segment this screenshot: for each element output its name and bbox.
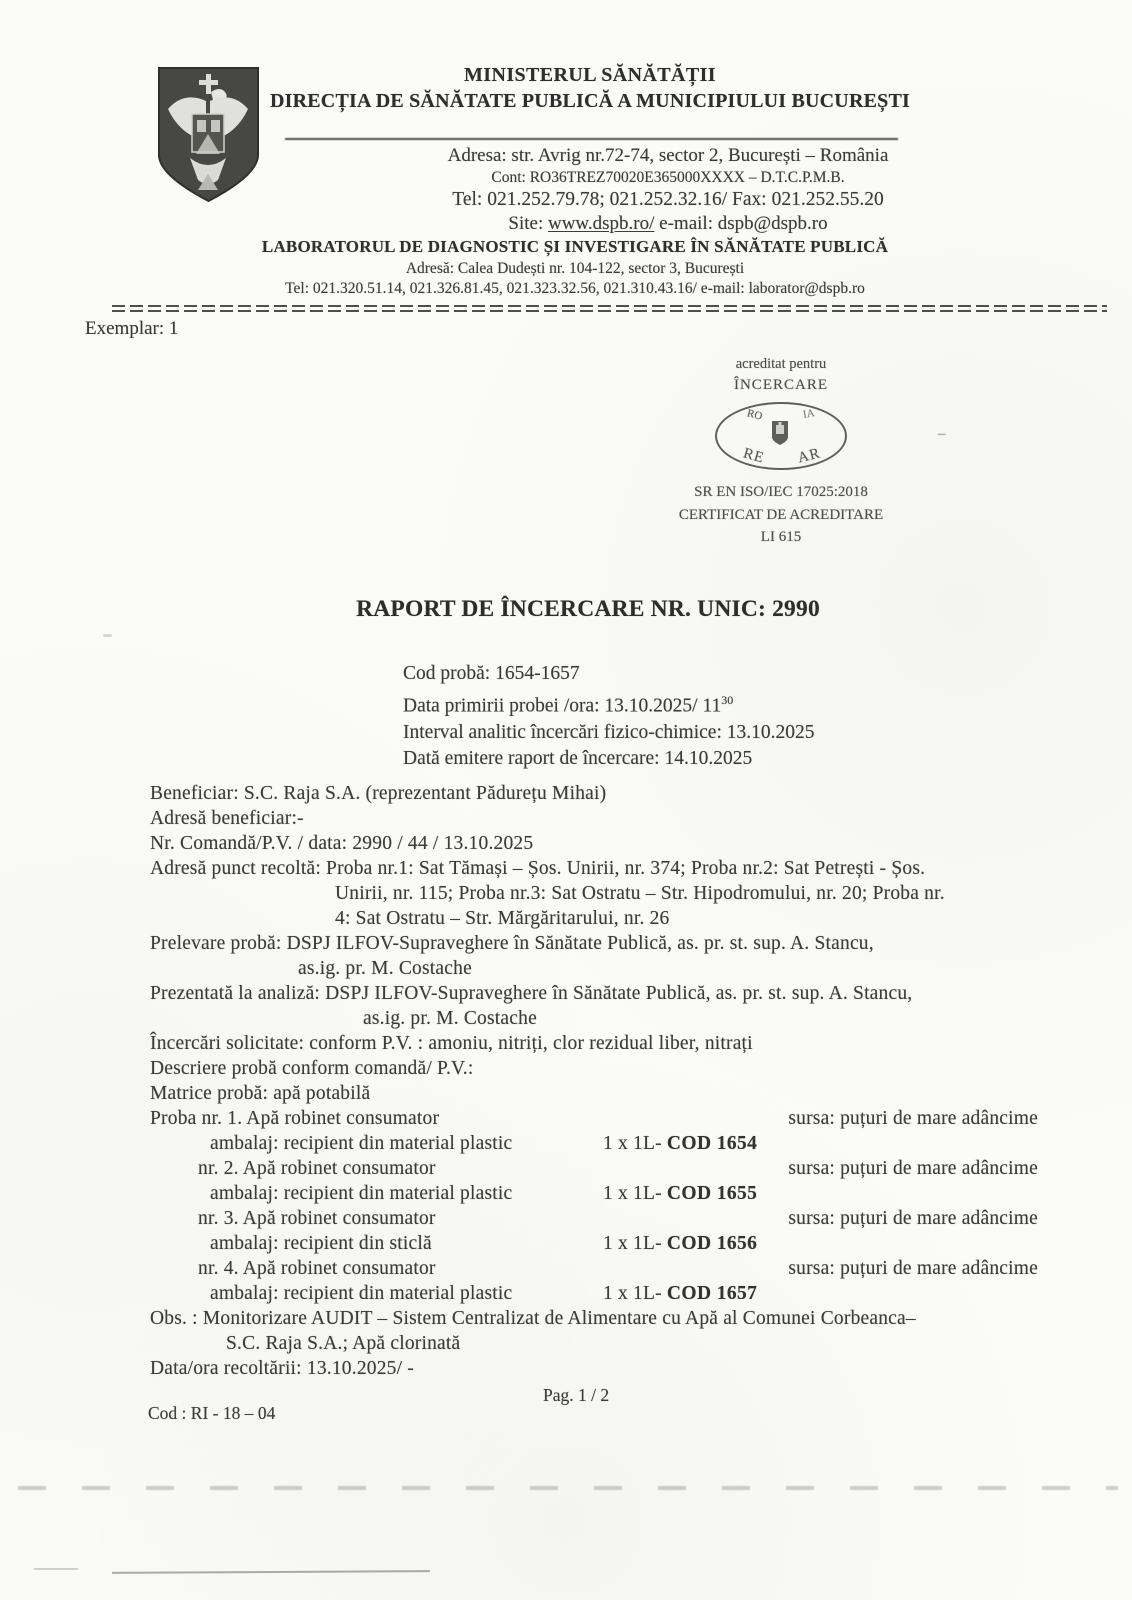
accreditation-certificate: CERTIFICAT DE ACREDITARE: [678, 507, 884, 523]
sample-1-cod: COD 1654: [666, 1133, 758, 1154]
presented-line-2: as.ig. pr. M. Costache: [363, 1008, 537, 1029]
laboratory-phone: Tel: 021.320.51.14, 021.326.81.45, 021.323.32.56, 021.310.43.16/ e-mail: laborator@dspb.ro: [285, 280, 865, 297]
sample-4-packaging: ambalaj: recipient din material plastic: [210, 1283, 513, 1304]
sample-4-detail: [150, 1281, 1038, 1306]
sample-1-packaging: ambalaj: recipient din material plastic: [210, 1133, 513, 1154]
order-number-line: Nr. Comandă/P.V. / data: 2990 / 44 / 13.10.2025: [150, 833, 534, 854]
sample-2-qty: 1 x 1L-: [603, 1183, 667, 1204]
sample-3-header: [150, 1206, 1038, 1231]
stamp-text-bottom-left: RE: [741, 445, 767, 467]
sample-4-source: sursa: puțuri de mare adâncime: [788, 1258, 1038, 1279]
sample-1-qty: 1 x 1L-: [603, 1133, 667, 1154]
presented-line-1: Prezentată la analiză: DSPJ ILFOV-Supraveghere în Sănătate Publică, as. pr. st. sup. A. Stancu,: [150, 983, 913, 1004]
matrix-line: Matrice probă: apă potabilă: [150, 1083, 371, 1104]
received-date-line: [403, 687, 814, 720]
stamp-crest-icon: [769, 420, 791, 446]
sample-1-header: [150, 1106, 1038, 1131]
sample-2-cod: COD 1655: [666, 1183, 758, 1204]
header-divider: [285, 138, 898, 140]
sample-4-cod: COD 1657: [666, 1283, 758, 1304]
collection-datetime-line: Data/ora recoltării: 13.10.2025/ -: [150, 1358, 415, 1379]
sample-4-qty: 1 x 1L-: [603, 1283, 667, 1304]
sample-3-packaging: ambalaj: recipient din sticlă: [210, 1233, 432, 1254]
sample-2-code: [603, 1181, 757, 1206]
beneficiary-line: Beneficiar: S.C. Raja S.A. (reprezentant Pădurețu Mihai): [150, 783, 607, 804]
sample-3-cod: COD 1656: [666, 1233, 758, 1254]
description-line: Descriere probă conform comandă/ P.V.:: [150, 1058, 474, 1079]
sample-code-line: Cod probă: 1654-1657: [403, 663, 580, 684]
stamp-text-top-right: IA: [802, 407, 816, 421]
sampling-line-2: as.ig. pr. M. Costache: [298, 958, 472, 979]
report-body: [150, 781, 1038, 1381]
sampling-line-1: Prelevare probă: DSPJ ILFOV-Supraveghere în Sănătate Publică, as. pr. st. sup. A. Stancu,: [150, 933, 874, 954]
street-address: Adresa: str. Avrig nr.72-74, sector 2, București – România: [447, 145, 889, 166]
iso-standard: SR EN ISO/IEC 17025:2018: [694, 484, 868, 500]
requested-tests-line: Încercări solicitate: conform P.V. : amoniu, nitriți, clor rezidual liber, nitrați: [150, 1033, 753, 1054]
sample-1-source: sursa: puțuri de mare adâncime: [788, 1108, 1038, 1129]
collection-point-line-2: Unirii, nr. 115; Proba nr.3: Sat Ostratu – Str. Hipodromului, nr. 20; Proba nr.: [335, 883, 945, 904]
sample-2-detail: [150, 1181, 1038, 1206]
accreditation-tagline: acreditat pentru: [735, 356, 827, 372]
directorate-title: DIRECȚIA DE SĂNĂTATE PUBLICĂ A MUNICIPIULUI BUCUREȘTI: [270, 90, 910, 112]
sample-1-detail: [150, 1131, 1038, 1156]
sample-1-name: Proba nr. 1. Apă robinet consumator: [150, 1108, 440, 1129]
received-time-superscript: 30: [721, 693, 734, 707]
phone-fax: Tel: 021.252.79.78; 021.252.32.16/ Fax: 021.252.55.20: [452, 189, 884, 210]
sample-3-detail: [150, 1231, 1038, 1256]
accreditation-certificate-number: LI 615: [760, 529, 802, 545]
sample-2-name: nr. 2. Apă robinet consumator: [198, 1158, 436, 1179]
scan-bottom-line: [112, 1570, 430, 1574]
observations-line-1: Obs. : Monitorizare AUDIT – Sistem Centralizat de Alimentare cu Apă al Comunei Corbeanca–: [150, 1308, 916, 1329]
ministry-title: MINISTERUL SĂNĂTĂȚII: [464, 64, 716, 86]
header-titles: [180, 64, 1000, 113]
accreditation-type: ÎNCERCARE: [733, 377, 828, 393]
scan-bottom-dash: [34, 1568, 78, 1570]
separator-bar-top: [112, 305, 1107, 307]
laboratory-address: Adresă: Calea Dudești nr. 104-122, sector 3, București: [405, 260, 745, 277]
received-date-text: Data primirii probei /ora: 13.10.2025/ 11: [403, 695, 722, 717]
issue-date-line: Dată emitere raport de încercare: 14.10.2025: [403, 747, 753, 769]
sample-2-packaging: ambalaj: recipient din material plastic: [210, 1183, 513, 1204]
site-email-line: [336, 213, 1000, 235]
collection-point-line-1: Adresă punct recoltă: Proba nr.1: Sat Tămași – Șos. Unirii, nr. 374; Proba nr.2: Sat Petrești - Șos.: [150, 858, 926, 879]
sample-1-code: [603, 1131, 757, 1156]
report-meta-block: [403, 661, 814, 772]
sample-4-code: [603, 1281, 757, 1306]
sample-3-source: sursa: puțuri de mare adâncime: [788, 1208, 1038, 1229]
email: e-mail: dspb@dspb.ro: [654, 213, 828, 234]
renar-stamp-icon: [715, 402, 847, 470]
header-address-block: [336, 145, 1000, 235]
analytic-interval-line: Interval analitic încercări fizico-chimice: 13.10.2025: [403, 721, 815, 743]
sample-4-name: nr. 4. Apă robinet consumator: [198, 1258, 436, 1279]
collection-point-line-3: 4: Sat Ostratu – Str. Mărgăritarului, nr. 26: [335, 908, 670, 929]
stamp-text-top-left: RO: [745, 407, 764, 423]
sample-2-header: [150, 1156, 1038, 1181]
report-title: RAPORT DE ÎNCERCARE NR. UNIC: 2990: [356, 596, 820, 622]
accreditation-block: [645, 356, 917, 546]
sample-3-qty: 1 x 1L-: [603, 1233, 667, 1254]
observations-line-2: S.C. Raja S.A.; Apă clorinată: [226, 1333, 461, 1354]
stray-scan-mark: –: [938, 426, 946, 442]
bank-account: Cont: RO36TREZ70020E365000XXXX – D.T.C.P.M.B.: [491, 169, 845, 186]
page-number: Pag. 1 / 2: [543, 1385, 610, 1405]
laboratory-block: [140, 237, 1010, 298]
separator-bar-bottom: [112, 310, 1107, 312]
separator-line: [112, 305, 1107, 314]
beneficiary-address-line: Adresă beneficiar:-: [150, 808, 304, 829]
laboratory-name: LABORATORUL DE DIAGNOSTIC ȘI INVESTIGARE ÎN SĂNĂTATE PUBLICĂ: [261, 237, 889, 256]
sample-3-code: [603, 1231, 757, 1256]
document-code: Cod : RI - 18 – 04: [148, 1403, 276, 1423]
site-label: Site:: [508, 213, 548, 234]
sample-3-name: nr. 3. Apă robinet consumator: [198, 1208, 436, 1229]
scan-smudge-row: [18, 1486, 1118, 1490]
stamp-text-bottom-right: AR: [796, 445, 823, 467]
scan-dot-artifact: [103, 634, 112, 637]
site-url: www.dspb.ro/: [547, 213, 655, 234]
exemplar-label: Exemplar: 1: [85, 318, 179, 339]
sample-2-source: sursa: puțuri de mare adâncime: [788, 1158, 1038, 1179]
sample-4-header: [150, 1256, 1038, 1281]
